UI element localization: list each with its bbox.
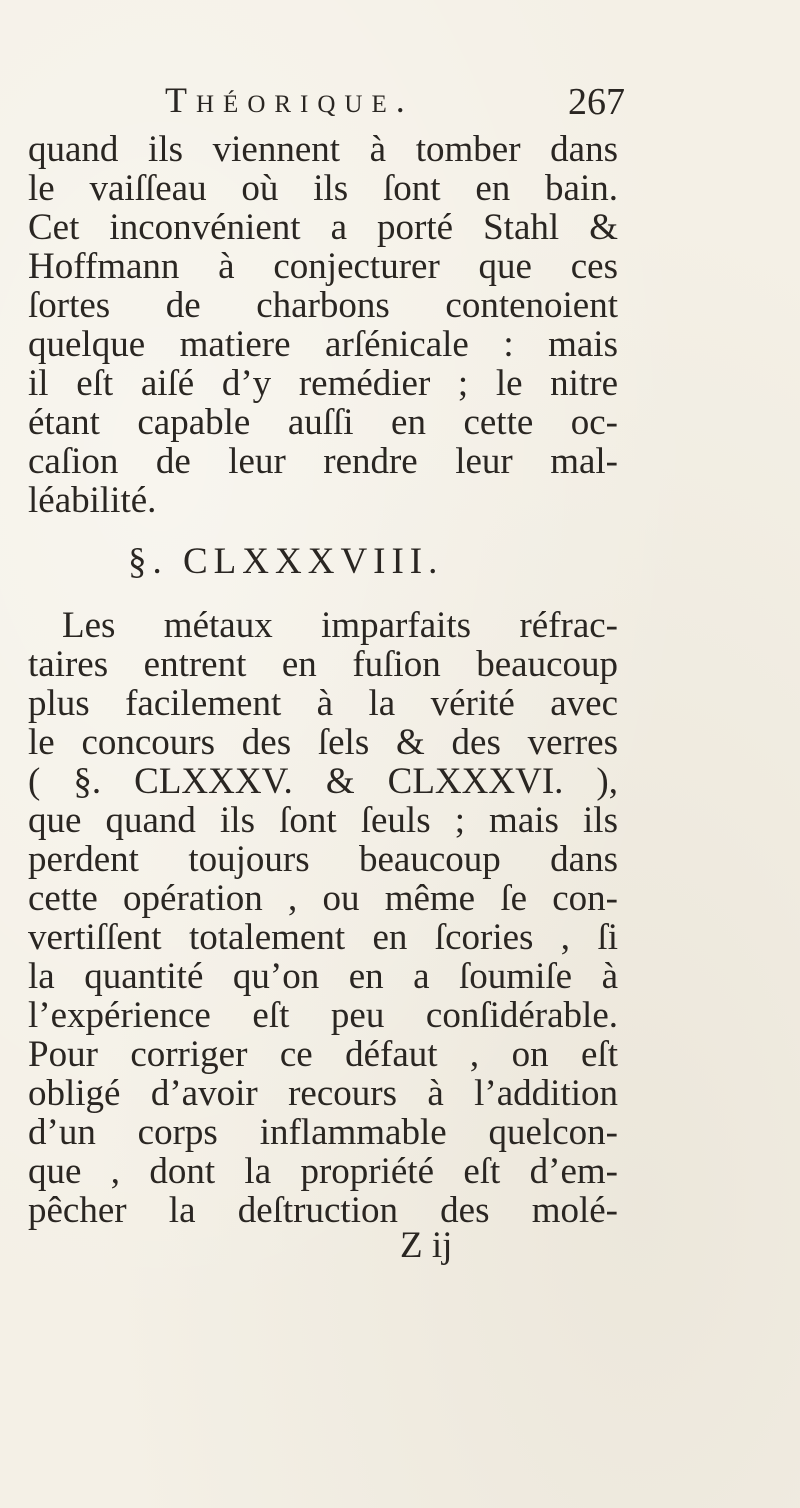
text-line: cette opération , ou même ſe con- xyxy=(28,879,618,918)
text-line: obligé d’avoir recours à l’addition xyxy=(28,1074,618,1113)
paragraph-1 xyxy=(28,130,618,520)
text-line: le concours des ſels & des verres xyxy=(28,723,618,762)
text-line: ſortes de charbons contenoient xyxy=(28,286,618,325)
text-line: perdent toujours beaucoup dans xyxy=(28,840,618,879)
running-title: Théorique. xyxy=(165,80,414,120)
text-line: Pour corriger ce défaut , on eſt xyxy=(28,1035,618,1074)
text-line: plus facilement à la vérité avec xyxy=(28,684,618,723)
text-line: Cet inconvénient a porté Stahl & xyxy=(28,208,618,247)
text-line: la quantité qu’on en a ſoumiſe à xyxy=(28,957,618,996)
text-line: étant capable auſſi en cette oc- xyxy=(28,403,618,442)
text-line: quand ils viennent à tomber dans xyxy=(28,130,618,169)
text-line: que quand ils ſont ſeuls ; mais ils xyxy=(28,801,618,840)
text-line: l’expérience eſt peu conſidérable. xyxy=(28,996,618,1035)
text-line: d’un corps inflammable quelcon- xyxy=(28,1113,618,1152)
page-header xyxy=(165,74,625,126)
section-heading: §. CLXXXVIII. xyxy=(128,541,444,582)
text-line: taires entrent en fuſion beaucoup xyxy=(28,645,618,684)
text-line: que , dont la propriété eſt d’em- xyxy=(28,1152,618,1191)
signature-mark: Z ij xyxy=(400,1225,453,1266)
text-line: le vaiſſeau où ils ſont en bain. xyxy=(28,169,618,208)
text-line: Les métaux imparfaits réfrac- xyxy=(62,606,618,645)
paragraph-2 xyxy=(28,606,618,1230)
text-line: Hoffmann à conjecturer que ces xyxy=(28,247,618,286)
text-line: pêcher la deſtruction des molé- xyxy=(28,1191,618,1230)
text-line: caſion de leur rendre leur mal- xyxy=(28,442,618,481)
text-line: quelque matiere arſénicale : mais xyxy=(28,325,618,364)
text-line: léabilité. xyxy=(28,481,157,520)
text-line: vertiſſent totalement en ſcories , ſi xyxy=(28,918,618,957)
page-number: 267 xyxy=(568,81,625,123)
text-line: il eſt aiſé d’y remédier ; le nitre xyxy=(28,364,618,403)
text-line: ( §. CLXXXV. & CLXXXVI. ), xyxy=(28,762,618,801)
